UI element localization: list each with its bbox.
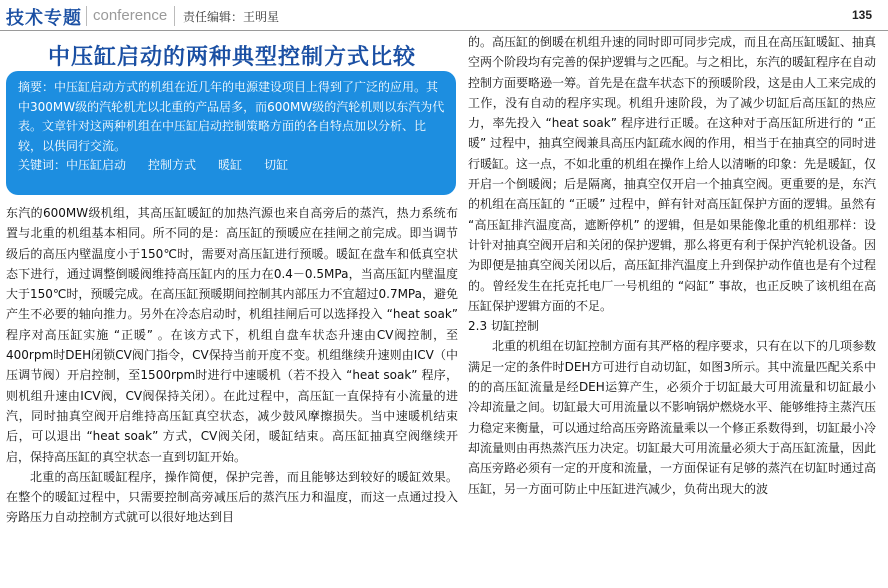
right-column [468, 32, 876, 499]
body-paragraph: 北重的高压缸暖缸程序，操作简便，保护完善，而且能够达到较好的暖缸效果。在整个的暖缸过程中，只需要控制高旁减压后的蒸汽压力和温度，而这一点通过投入旁路压力自动控制方式就可以很好地达到目 [6, 469, 458, 525]
editor-credit: 责任编辑：王明星 [183, 10, 280, 24]
page-header [0, 0, 888, 31]
body-paragraph: 北重的机组在切缸控制方面有其严格的程序要求，只有在以下的几项参数满足一定的条件时DEH方可进行自动切缸，如图3所示。其中流量匹配关系中的的高压缸流量是经DEH运算产生，必须介于切缸最大可用流量和切缸最小冷却流量之间。切缸最大可用流量以不影响锅炉燃烧水平、能够维持主蒸汽压力稳定来衡量，可以通过给高压旁路流量乘以一个修正系数得到，切缸最小冷却流量则由再热蒸汽压力决定。切缸最大可用流量必须大于高压缸流量，因此高压旁路必须有一定的开度和流量，一方面保证有足够的蒸汽在切缸时通过高压缸，另一方面可防止中压缸进汽减少，负荷出现大的波 [468, 339, 877, 496]
page-number: 135 [851, 8, 872, 22]
keywords-label: 关键词： [18, 158, 67, 172]
body-paragraph: 东汽的600MW级机组，其高压缸暖缸的加热汽源也来自高旁后的蒸汽，热力系统布置与北重的机组基本相同。所不同的是：高压缸的预暖应在挂闸之前完成。即当调节级后的高压内壁温度小于150℃时，需要对高压缸进行预暖。暖缸在盘车和低真空状态下进行，通过调整倒暖阀维持高压缸内的压力在0.4－0.5MPa，当高压缸内壁温度大于150℃时，预暖完成。在高压缸预暖期间控制其内部压力不宜超过0.7MPa，避免产生不必要的轴向推力。另外在冷态启动时，机组挂闸后可以选择投入 “heat soak” 程序对高压缸实施 “正暖” 。在该方式下，机组自盘车状态升速由CV阀控制，至400rpm时DEH闭锁CV阀门指令，CV保持当前开度不变。机组继续升速则由ICV（中压调节阀）开启控制，至1500rpm时进行中速暖机（若不投入 “heat soak” 程序，则机组升速由ICV阀，CV阀保持关闭）。在此过程中，高压缸一直保持有小流量的进汽，同时抽真空阀开启维持高压缸真空状态，减少鼓风摩擦损失。当中速暖机结束后，可以退出 “heat soak” 方式，CV阀关闭，暖缸结束。高压缸抽真空阀继续开启，保持高压缸的真空状态一直到切缸开始。 [6, 206, 458, 464]
keywords-row [18, 156, 446, 176]
section-label: 技术专题 [6, 8, 82, 29]
abstract-text: 摘要：中压缸启动方式的机组在近几年的电源建设项目上得到了广泛的应用。其中300MW级的汽轮机尤以北重的产品居多，而600MW级的汽轮机则以东汽为代表。文章针对这两种机组在中压缸启动控制策略方面的各自特点加以分析、比较，以供同行交流。 [18, 80, 445, 153]
keyword: 切缸 [264, 158, 289, 172]
keyword: 中压缸启动 [66, 158, 127, 172]
article-title: 中压缸启动的两种典型控制方式比较 [47, 45, 416, 70]
abstract-box [6, 71, 456, 195]
body-paragraph: 的。高压缸的倒暖在机组升速的同时即可同步完成，而且在高压缸暖缸、抽真空两个阶段均有完善的保护逻辑与之匹配。与之相比，东汽的暖缸程序在自动控制方面要略逊一筹。首先是在盘车状态下的预暖阶段，这是由人工来完成的工作，没有自动的程序实现。机组升速阶段，为了减少切缸后高压缸的热应力，率先投入 “heat soak” 程序进行正暖。在这种对于高压缸所进行的 “正暖” 过程中，抽真空阀兼具高压内缸疏水阀的作用，相当于在抽真空的同时进行暖缸。这一点，不如北重的机组在操作上给人以清晰的印象：先是暖缸，仅开启一个倒暖阀；后是隔离，抽真空仅开启一个抽真空阀。更重要的是，东汽的机组在高压缸的 “正暖” 过程中，鲜有针对高压缸保护方面的逻辑。虽然有 “高压缸排汽温度高，遮断停机” 的逻辑，但是如果能像北重的机组那样：设计针对抽真空阀开启和关闭的保护逻辑，那么将更有利于保护汽轮机设备。因为即便是抽真空阀关闭以后，高压缸排汽温度上升到保护动作值也是有个过程的。曾经发生在托克托电厂一号机组的 “闷缸” 事故，也正反映了该机组在高压缸保护逻辑方面的不足。 [468, 35, 877, 313]
section-subtitle: conference [93, 7, 168, 24]
keyword: 暖缸 [218, 158, 243, 172]
header-divider [174, 6, 175, 26]
header-divider [86, 6, 87, 26]
left-column [6, 203, 458, 528]
keyword: 控制方式 [148, 158, 197, 172]
section-heading: 2.3 切缸控制 [468, 319, 539, 334]
